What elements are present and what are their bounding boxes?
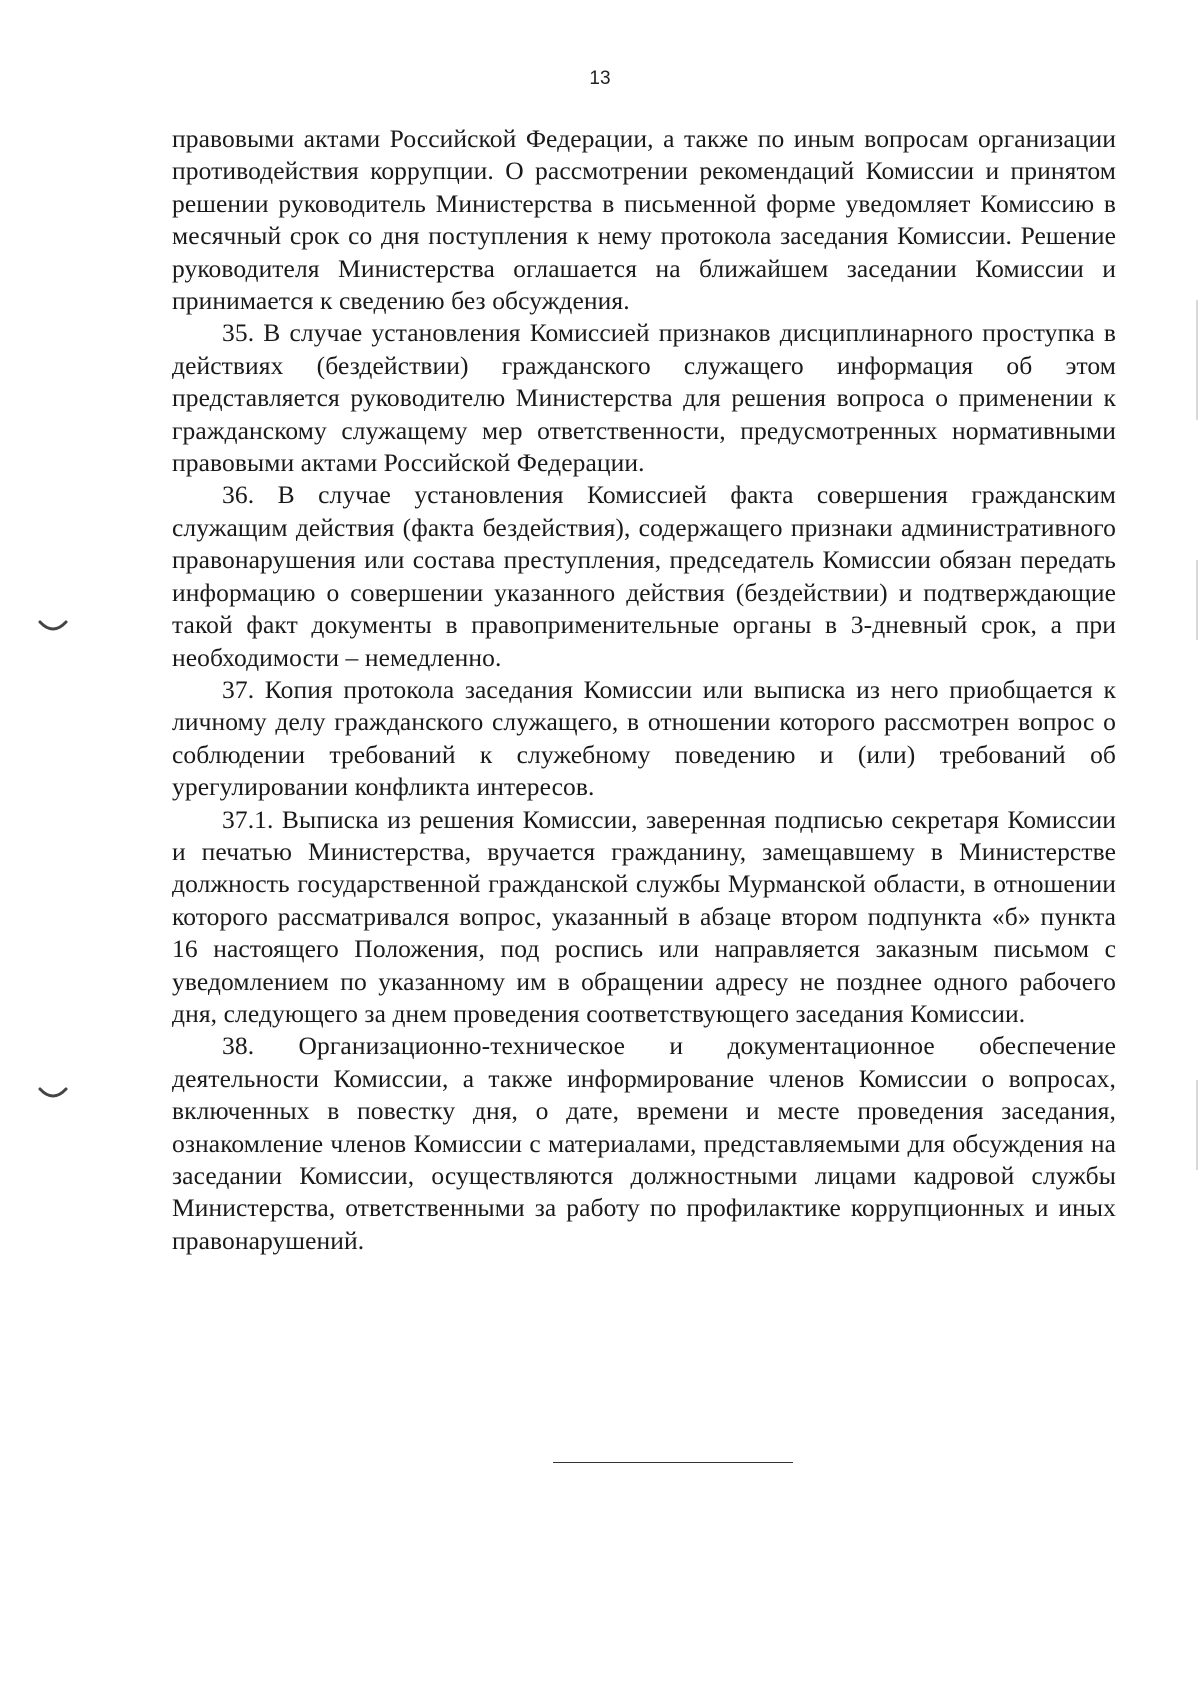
scan-edge-line [1196, 560, 1198, 640]
scan-edge-line [1196, 1080, 1198, 1170]
page-number: 13 [589, 68, 611, 89]
end-separator-line [553, 1462, 793, 1463]
scan-edge-line [1196, 300, 1198, 420]
paragraph-37: 37. Копия протокола заседания Комиссии или выписка из него приобщается к личному делу гражданского служащего, в отношении которого рассмотрен вопрос о соблюдении требований к служебному поведению и (или) требований об урегулировании конфликта интересов. [172, 674, 1116, 802]
paragraph-35: 35. В случае установления Комиссией признаков дисциплинарного проступка в действиях (бездействии) гражданского служащего информация об этом представляется руководителю Министерства для решения вопроса о применении к гражданскому служащему мер ответственности, предусмотренных нормативными правовыми актами Российской Федерации. [172, 318, 1116, 478]
paragraph-38: 38. Организационно-техническое и документационное обеспечение деятельности Комиссии, а также информирование членов Комиссии о вопросах, включенных в повестку дня, о дате, времени и месте проведения заседания, ознакомление членов Комиссии с материалами, представляемыми для обсуждения на заседании Комиссии, осуществляются должностными лицами кадровой службы Министерства, ответственными за работу по профилактике коррупционных и иных правонарушений. [172, 1031, 1116, 1255]
scan-hole-mark-icon [38, 620, 68, 634]
document-body [172, 123, 1116, 1257]
paragraph-36: 36. В случае установления Комиссией факта совершения гражданским служащим действия (факта бездействия), содержащего признаки административного правонарушения или состава преступления, председатель Комиссии обязан передать информацию о совершении указанного действия (бездействии) и подтверждающие такой факт документы в правоприменительные органы в 3-дневный срок, а при необходимости – немедленно. [172, 480, 1116, 672]
paragraph-continuation: правовыми актами Российской Федерации, а также по иным вопросам организации противодействия коррупции. О рассмотрении рекомендаций Комиссии и принятом решении руководитель Министерства в письменной форме уведомляет Комиссию в месячный срок со дня поступления к нему протокола заседания Комиссии. Решение руководителя Министерства оглашается на ближайшем заседании Комиссии и принимается к сведению без обсуждения. [172, 124, 1116, 316]
scan-hole-mark-icon [38, 1087, 68, 1101]
paragraph-37-1: 37.1. Выписка из решения Комиссии, заверенная подписью секретаря Комиссии и печатью Министерства, вручается гражданину, замещавшему в Министерстве должность государственной гражданской службы Мурманской области, в отношении которого рассматривался вопрос, указанный в абзаце втором подпункта «б» пункта 16 настоящего Положения, под роспись или направляется заказным письмом с уведомлением по указанному им в обращении адресу не позднее одного рабочего дня, следующего за днем проведения соответствующего заседания Комиссии. [172, 804, 1116, 1028]
